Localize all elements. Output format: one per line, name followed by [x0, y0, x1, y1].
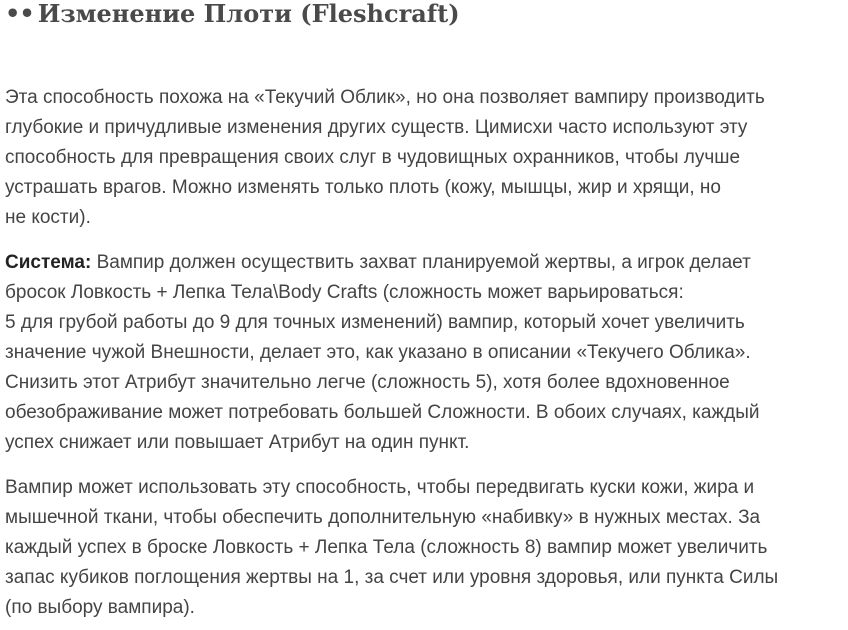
system-label: Система: — [5, 252, 92, 273]
heading-title: Изменение Плоти (Fleshcraft) — [37, 0, 460, 28]
text-line: 5 для грубой работы до 9 для точных изменений) вампир, который хочет увеличить — [5, 312, 745, 333]
text-line: не кости). — [5, 207, 91, 228]
text-line: значение чужой Внешности, делает это, как указано в описании «Текучего Облика». — [5, 342, 751, 363]
text-line: устрашать врагов. Можно изменять только плоть (кожу, мышцы, жир и хрящи, но — [5, 177, 721, 198]
text-line: запас кубиков поглощения жертвы на 1, за счет или уровня здоровья, или пункта Силы — [5, 567, 779, 588]
text-line: Вампир должен осуществить захват планируемой жертвы, а игрок делает — [91, 252, 751, 273]
text-line: бросок Ловкость + Лепка Тела\Body Crafts (сложность может варьироваться: — [5, 282, 684, 303]
text-line: способность для превращения своих слуг в чудовищных охранников, чтобы лучше — [5, 147, 741, 168]
paragraph-intro — [5, 83, 841, 233]
text-line: каждый успех в броске Ловкость + Лепка Тела (сложность 8) вампир может увеличить — [5, 537, 768, 558]
text-line: (по выбору вампира). — [5, 597, 195, 618]
text-line: мышечной ткани, чтобы обеспечить дополнительную «набивку» в нужных местах. За — [5, 507, 761, 528]
text-line: Эта способность похожа на «Текучий Облик», но она позволяет вампиру производить — [5, 87, 765, 108]
article — [5, 0, 841, 623]
paragraph-system — [5, 248, 841, 458]
section-heading — [5, 0, 841, 28]
paragraph-armor — [5, 473, 841, 623]
text-line: Вампир может использовать эту способность, чтобы передвигать куски кожи, жира и — [5, 477, 755, 498]
heading-bullets: •• — [5, 0, 34, 28]
text-line: обезображивание может потребовать большей Сложности. В обоих случаях, каждый — [5, 402, 760, 423]
text-line: Снизить этот Атрибут значительно легче (сложность 5), хотя более вдохновенное — [5, 372, 730, 393]
text-line: успех снижает или повышает Атрибут на один пункт. — [5, 432, 470, 453]
text-line: глубокие и причудливые изменения других существ. Цимисхи часто используют эту — [5, 117, 748, 138]
